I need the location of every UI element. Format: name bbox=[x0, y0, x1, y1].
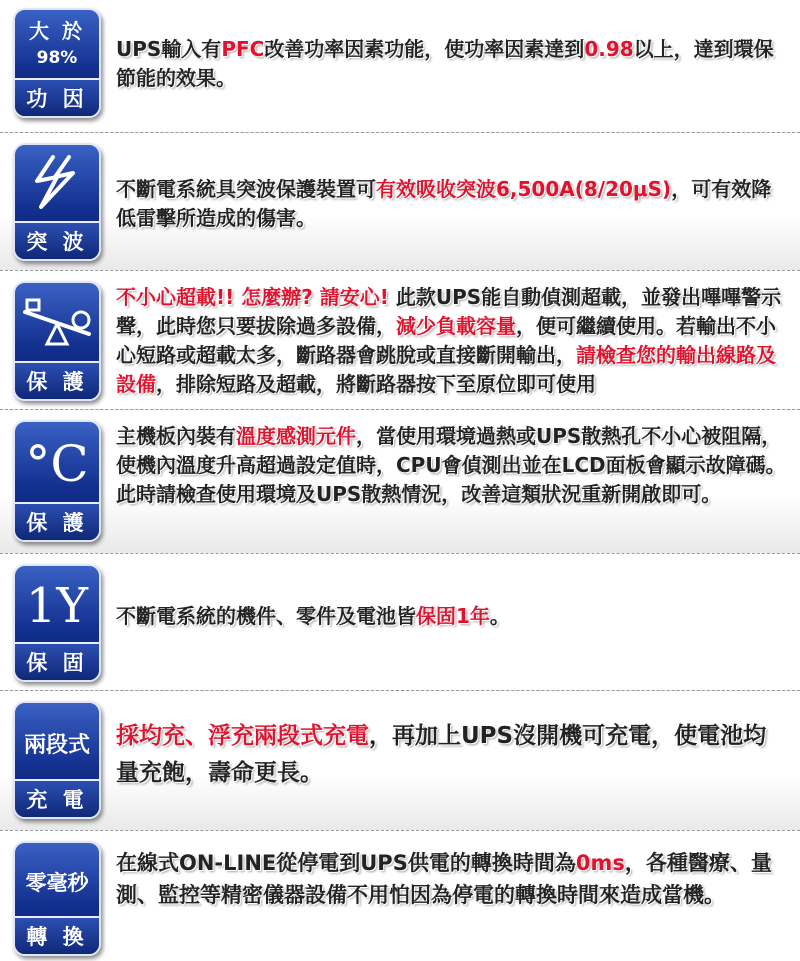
feature-desc-charging bbox=[116, 718, 788, 792]
feature-row-warranty bbox=[0, 553, 800, 690]
badge-surge-label: 突 波 bbox=[15, 221, 99, 259]
feature-row-surge bbox=[0, 132, 800, 270]
feature-row-temperature bbox=[0, 409, 800, 553]
desc-text: 主機板內裝有 bbox=[116, 424, 236, 448]
badge-pfc bbox=[13, 8, 101, 118]
badge-temperature bbox=[13, 420, 101, 542]
desc-highlight: 溫度感測元件 bbox=[236, 424, 356, 448]
lightning-icon bbox=[27, 153, 87, 215]
badge-surge bbox=[13, 143, 101, 261]
feature-row-overload bbox=[0, 270, 800, 409]
badge-charging-mark: 兩段式 bbox=[23, 732, 90, 758]
badge-charging bbox=[13, 701, 101, 819]
badge-pfc-line2: 98% bbox=[36, 48, 78, 68]
feature-desc-overload bbox=[116, 283, 788, 399]
desc-text: 。 bbox=[489, 604, 510, 628]
desc-highlight: 有效吸收突波6,500A(8/20μS) bbox=[376, 177, 672, 201]
feature-desc-pfc bbox=[116, 35, 788, 93]
desc-highlight: 保固1年 bbox=[416, 604, 490, 628]
desc-text: ，排除短路及超載，將斷路器按下至原位即可使用 bbox=[156, 372, 596, 396]
desc-text: ，各種醫療、量測、監控等精密儀器設備不用怕因為停電的轉換時間來造成當機。 bbox=[116, 851, 772, 907]
feature-desc-temperature bbox=[116, 422, 788, 509]
desc-highlight: 採均充、浮充兩段式充電 bbox=[116, 723, 369, 749]
badge-temperature-label: 保 護 bbox=[15, 502, 99, 540]
seesaw-icon bbox=[19, 294, 95, 354]
badge-overload bbox=[13, 281, 101, 401]
feature-desc-transfer bbox=[116, 847, 788, 911]
badge-charging-label: 充 電 bbox=[15, 779, 99, 817]
desc-text: ，當使用環境過熱或UPS散熱孔不小心被阻隔，使機內溫度升高超過設定值時，CPU會偵測出並在LCD面板會顯示故障碼。此時請檢查使用環境及UPS散熱情況，改善這類狀況重新開啟即可。 bbox=[116, 424, 786, 506]
desc-text: 在線式ON-LINE從停電到UPS供電的轉換時間為 bbox=[116, 851, 576, 875]
badge-transfer-mark: 零毫秒 bbox=[25, 870, 89, 895]
feature-row-transfer bbox=[0, 830, 800, 961]
desc-highlight: 請檢查您的輸出線路及設備 bbox=[116, 343, 776, 396]
badge-overload-label: 保 護 bbox=[15, 361, 99, 399]
feature-row-pfc bbox=[0, 0, 800, 132]
badge-pfc-label: 功 因 bbox=[15, 78, 99, 116]
desc-text: 不斷電系統的機件、零件及電池皆 bbox=[116, 604, 416, 628]
badge-transfer-label: 轉 換 bbox=[15, 916, 99, 954]
desc-text: 此款UPS能自動偵測超載，並發出嗶嗶警示聲，此時您只要拔除過多設備， bbox=[116, 285, 782, 338]
badge-pfc-line1: 大 於 bbox=[29, 19, 85, 43]
feature-desc-warranty bbox=[116, 602, 788, 631]
desc-highlight: 不小心超載!! 怎麼辦? 請安心! bbox=[116, 285, 389, 309]
desc-text: 改善功率因素功能，使功率因素達到 bbox=[264, 37, 585, 61]
desc-text: ，再加上UPS沒開機可充電，使電池均量充飽，壽命更長。 bbox=[116, 723, 767, 786]
badge-warranty-label: 保 固 bbox=[15, 642, 99, 680]
desc-highlight: PFC bbox=[221, 37, 265, 61]
desc-highlight: 0.98 bbox=[584, 37, 634, 61]
badge-warranty bbox=[13, 564, 101, 682]
desc-text: ，便可繼續使用。若輸出不小心短路或超載太多，斷路器會跳脫或直接斷開輸出， bbox=[116, 314, 776, 367]
desc-text: 不斷電系統具突波保護裝置可 bbox=[116, 177, 376, 201]
desc-highlight: 減少負載容量 bbox=[396, 314, 516, 338]
feature-row-charging bbox=[0, 690, 800, 830]
desc-text: ，可有效降低雷擊所造成的傷害。 bbox=[116, 177, 772, 230]
badge-warranty-mark: 1Y bbox=[25, 578, 89, 634]
feature-desc-surge bbox=[116, 175, 788, 233]
desc-highlight: 0ms bbox=[575, 851, 625, 875]
celsius-icon: °C bbox=[25, 435, 89, 493]
desc-text: UPS輸入有 bbox=[116, 37, 222, 61]
badge-transfer bbox=[13, 841, 101, 956]
desc-text: 以上，達到環保節能的效果。 bbox=[116, 37, 774, 90]
